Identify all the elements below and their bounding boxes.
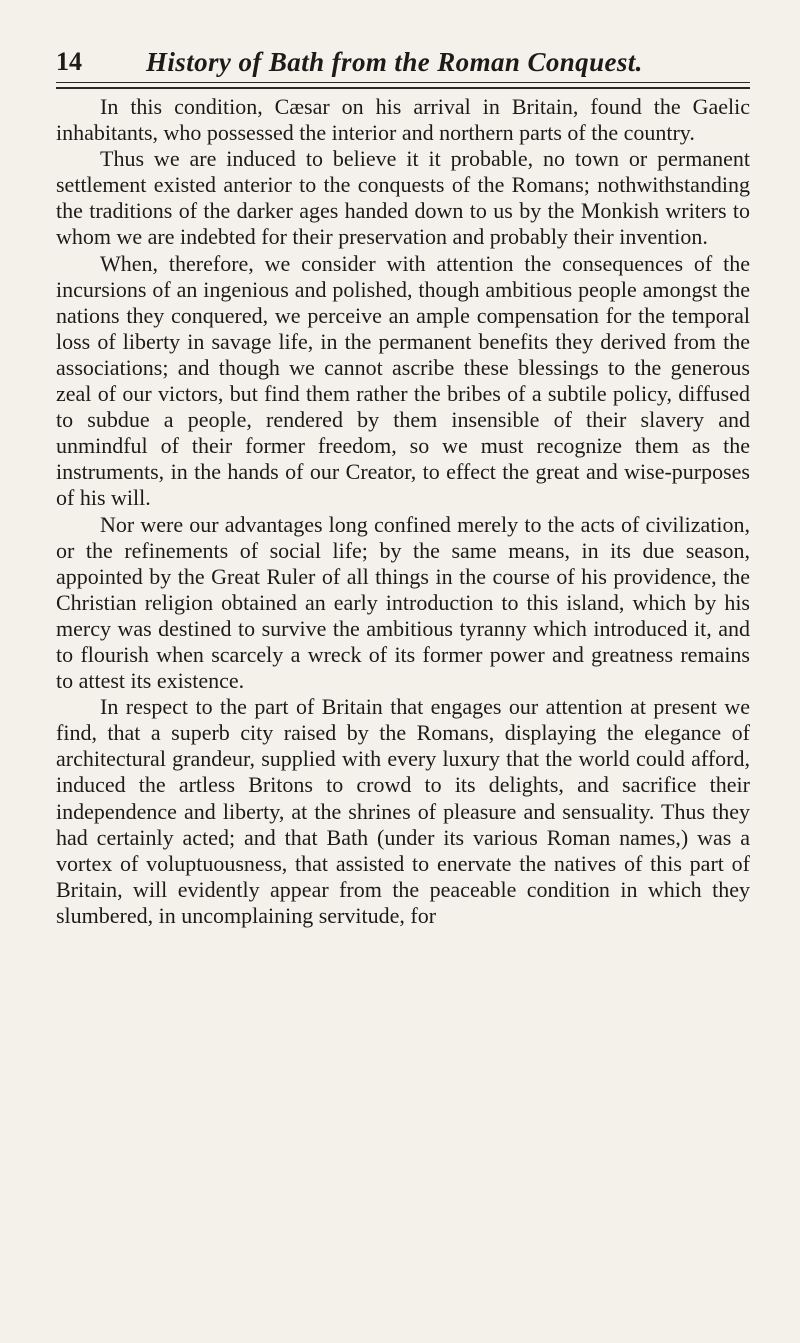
paragraph: Thus we are induced to believe it it probable, no town or permanent settlement existed anterior to the conquests of the Romans; nothwithstanding the traditions of the darker ages handed down to us by the Monkish writers to whom we are indebted for their preservation and probably their invention. xyxy=(56,146,750,250)
paragraph: In respect to the part of Britain that engages our attention at present we find, that a superb city raised by the Romans, displaying the elegance of architectural grandeur, supplied with every luxury that the world could afford, induced the artless Britons to crowd to its delights, and sacrifice their independence and liberty, at the shrines of pleasure and sensuality. Thus they had certainly acted; and that Bath (under its various Roman names,) was a vortex of voluptuousness, that assisted to enervate the natives of this part of Britain, will evidently appear from the peaceable condition in which they slumbered, in uncomplaining servitude, for xyxy=(56,694,750,928)
paragraph: When, therefore, we consider with attention the consequences of the incursions of an ingenious and polished, though ambitious people amongst the nations they conquered, we perceive an ample compensation for the temporal loss of liberty in savage life, in the permanent benefits they derived from the associations; and though we cannot ascribe these blessings to the generous zeal of our victors, but find them rather the bribes of a subtile policy, diffused to subdue a people, rendered by them insensible of their slavery and unmindful of their former freedom, so we must recognize them as the instruments, in the hands of our Creator, to effect the great and wise-purposes of his will. xyxy=(56,250,750,511)
paragraph: Nor were our advantages long confined merely to the acts of civilization, or the refinements of social life; by the same means, in its due season, appointed by the Great Ruler of all things in the course of his providence, the Christian religion obtained an early introduction to this island, which by his mercy was destined to survive the ambitious tyranny which introduced it, and to flourish when scarcely a wreck of its former power and greatness remains to attest its existence. xyxy=(56,511,750,694)
header-rule xyxy=(56,82,750,89)
body-text xyxy=(56,94,750,929)
page-number: 14 xyxy=(56,47,82,76)
paragraph: In this condition, Cæsar on his arrival in Britain, found the Gaelic inhabitants, who possessed the interior and northern parts of the country. xyxy=(56,94,750,146)
running-title: History of Bath from the Roman Conquest. xyxy=(146,47,643,77)
running-head xyxy=(56,44,750,80)
